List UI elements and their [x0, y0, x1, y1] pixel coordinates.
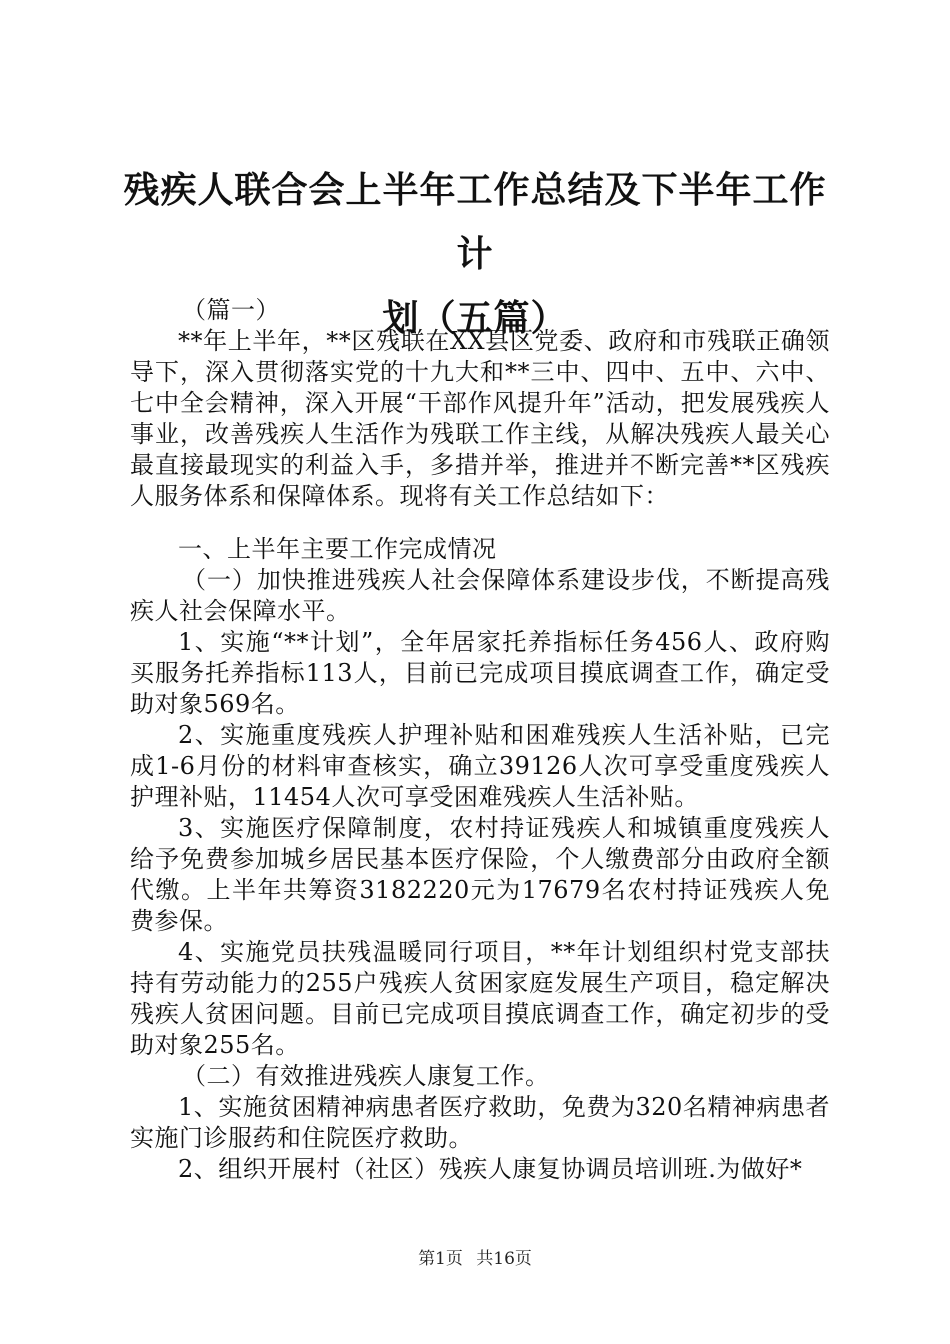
paragraph-gap [130, 512, 830, 534]
intro-paragraph: **年上半年，**区残联在XX县区党委、政府和市残联正确领导下，深入贯彻落实党的十九大和**三中、四中、五中、六中、七中全会精神，深入开展“干部作风提升年”活动，把发展残疾人事业，改善残疾人生活作为残联工作主线，从解决残疾人最关心最直接最现实的利益入手，多措并举，推进并不断完善**区残疾人服务体系和保障体系。现将有关工作总结如下： [130, 327, 830, 510]
item-paragraph: 1、实施“**计划”，全年居家托养指标任务456人、政府购买服务托养指标113人，目前已完成项目摸底调查工作，确定受助对象569名。 [130, 628, 830, 718]
page-number: 第1页 [418, 1249, 463, 1269]
section-label: （篇一） [182, 296, 280, 324]
page-total: 共16页 [476, 1249, 532, 1269]
item-paragraph: 1、实施贫困精神病患者医疗救助，免费为320名精神病患者实施门诊服药和住院医疗救助。 [130, 1093, 830, 1152]
subheading-2: （二）有效推进残疾人康复工作。 [182, 1062, 550, 1090]
title-line-2: 划（五篇） [382, 297, 568, 339]
heading-1: 一、上半年主要工作完成情况 [178, 535, 497, 563]
page-footer [0, 1244, 950, 1269]
item-paragraph: 2、实施重度残疾人护理补贴和困难残疾人生活补贴，已完成1-6月份的材料审查核实，确立39126人次可享受重度残疾人护理补贴，11454人次可享受困难残疾人生活补贴。 [130, 721, 830, 811]
subheading-1: （一）加快推进残疾人社会保障体系建设步伐，不断提高残疾人社会保障水平。 [130, 566, 830, 625]
document-body [130, 295, 830, 1185]
item-paragraph: 4、实施党员扶残温暖同行项目，**年计划组织村党支部扶持有劳动能力的255户残疾人贫困家庭发展生产项目，稳定解决残疾人贫困问题。目前已完成项目摸底调查工作，确定初步的受助对象255名。 [130, 938, 830, 1059]
item-paragraph: 2、组织开展村（社区）残疾人康复协调员培训班.为做好* [178, 1155, 803, 1183]
item-paragraph: 3、实施医疗保障制度，农村持证残疾人和城镇重度残疾人给予免费参加城乡居民基本医疗保险，个人缴费部分由政府全额代缴。上半年共筹资3182220元为17679名农村持证残疾人免费参保。 [130, 814, 830, 935]
title-line-1: 残疾人联合会上半年工作总结及下半年工作计 [123, 169, 827, 275]
